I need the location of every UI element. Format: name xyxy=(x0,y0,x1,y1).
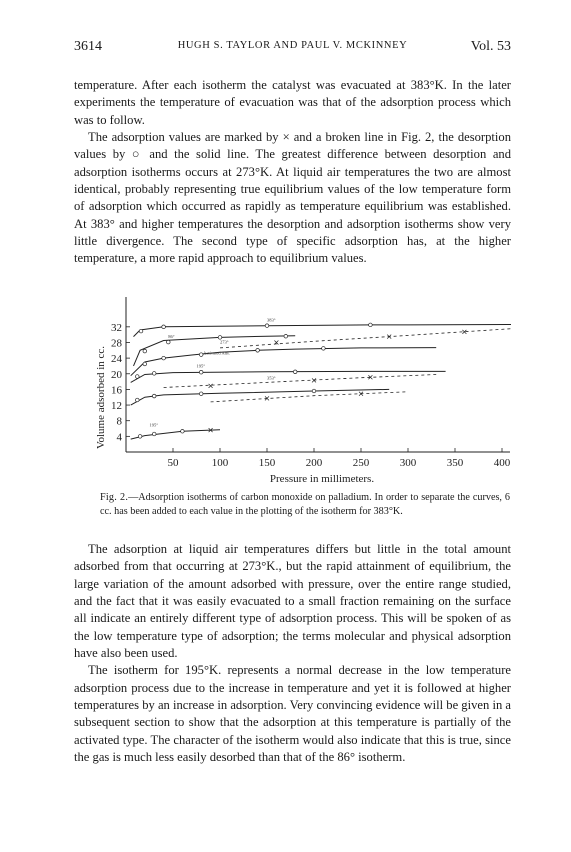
desorption-point xyxy=(167,340,171,344)
series-line-1 xyxy=(220,328,511,348)
desorption-point xyxy=(199,370,203,374)
desorption-point xyxy=(135,375,139,379)
volume-label: Vol. 53 xyxy=(470,39,511,54)
y-tick-label: 12 xyxy=(111,400,122,413)
x-tick-label: 350 xyxy=(446,457,464,469)
page-number: 3614 xyxy=(74,39,102,54)
figure-caption xyxy=(100,491,510,518)
desorption-point xyxy=(218,336,222,340)
desorption-point xyxy=(312,389,316,393)
y-tick-label: 28 xyxy=(111,337,122,350)
figure-number: Fig. 2. xyxy=(100,492,129,503)
desorption-point xyxy=(152,394,156,398)
x-tick-label: 150 xyxy=(258,457,276,469)
desorption-point xyxy=(139,329,143,333)
paragraph: The adsorption at liquid air temperatures differs but little in the total amount adsorbed from that occurring at 273°K., but the rapid attainment of equilibrium, the large variation of the amount adsorbed with pressure, over the entire range studied, and the fact that it was easily evacuated to a small fraction remaining on the surface all indicate an entirely different type of adsorption process. This will be spoken of as the low temperature type of adsorption; the terms molecular and physical adsorption have also been used. xyxy=(74,542,511,661)
curve-label: 353° xyxy=(267,375,276,381)
x-tick-label: 50 xyxy=(167,457,179,469)
running-head-authors: HUGH S. TAYLOR AND PAUL V. MCKINNEY xyxy=(177,40,408,51)
adsorption-point xyxy=(209,384,213,388)
desorption-point xyxy=(162,325,166,329)
running-header xyxy=(74,39,511,57)
body-text-bottom xyxy=(74,541,511,766)
desorption-point xyxy=(265,324,269,328)
desorption-point xyxy=(322,347,326,351)
curve-label: 86° xyxy=(168,333,175,339)
desorption-point xyxy=(284,334,288,338)
curve-label: 273° xyxy=(220,339,229,345)
desorption-point xyxy=(152,432,156,436)
series-line-5 xyxy=(164,375,437,388)
desorption-point xyxy=(143,362,147,366)
series-line-0 xyxy=(134,325,512,337)
y-tick-label: 20 xyxy=(111,368,122,381)
desorption-point xyxy=(181,429,185,433)
series-line-7 xyxy=(211,392,408,402)
figure-caption-text: —Adsorption isotherms of carbon monoxide on palladium. In order to separate the curves, 6 cc. has been added to each value in the plotting of the isotherm for 383°K. xyxy=(100,492,510,517)
paragraph: temperature. After each isotherm the catalyst was evacuated at 383°K. In the later experiments the temperature of evacuation was that of the adsorption process which was to follow. xyxy=(74,78,511,127)
y-tick-label: 32 xyxy=(111,321,122,334)
desorption-point xyxy=(256,348,260,352)
isotherm-chart xyxy=(74,295,511,497)
desorption-point xyxy=(199,392,203,396)
x-tick-label: 300 xyxy=(399,457,417,469)
series-line-8 xyxy=(131,430,220,439)
paragraph: The isotherm for 195°K. represents a normal decrease in the low temperature adsorption process due to the increase in temperature and yet it is followed at higher temperatures by an increase in adsorption. Very convincing evidence will be given in a subsequent section to show that the adsorption at this temperature is partially of the activated type. The character of the isotherm would also indicate that this is true, since the gas is much less easily desorbed than that of the 86° isotherm. xyxy=(74,663,511,765)
y-axis-title: Volume adsorbed in cc. xyxy=(95,345,107,450)
body-text-top xyxy=(74,77,511,268)
curve-label: Activated Ads. xyxy=(203,350,230,356)
x-tick-label: 400 xyxy=(493,457,511,469)
curve-label: 195° xyxy=(196,363,206,369)
desorption-point xyxy=(369,323,373,327)
desorption-point xyxy=(162,356,166,360)
curve-label: 383° xyxy=(267,317,276,323)
desorption-point xyxy=(152,372,156,376)
x-tick-label: 250 xyxy=(352,457,370,469)
figure-2 xyxy=(74,295,511,497)
desorption-point xyxy=(143,349,147,353)
desorption-point xyxy=(138,435,142,439)
x-tick-label: 200 xyxy=(305,457,323,469)
curve-label: 195° xyxy=(149,422,159,428)
paragraph: The adsorption values are marked by × and a broken line in Fig. 2, the desorption values by ○ and the solid line. The greatest difference between desorption and adsorption isotherms occurs at 273°K. At liquid air temperatures the two are almost identical, probably representing true equilibrium values of the low temperature form of adsorption which occurred as rapidly as temperature equilibrium was established. At 383° and higher temperatures the desorption and adsorption isotherms show very little divergence. The second type of specific adsorption has, at the higher temperature, a more rapid approach to equilibrium values. xyxy=(74,130,511,266)
desorption-point xyxy=(293,370,297,374)
y-tick-label: 8 xyxy=(116,415,122,428)
y-tick-label: 24 xyxy=(111,353,122,366)
y-tick-label: 4 xyxy=(116,431,122,444)
x-tick-label: 100 xyxy=(211,457,229,469)
adsorption-point xyxy=(312,378,316,382)
x-axis-title: Pressure in millimeters. xyxy=(269,473,375,485)
y-tick-label: 16 xyxy=(111,384,122,397)
series-line-6 xyxy=(131,389,390,405)
desorption-point xyxy=(135,398,139,402)
series-line-4 xyxy=(131,371,446,382)
